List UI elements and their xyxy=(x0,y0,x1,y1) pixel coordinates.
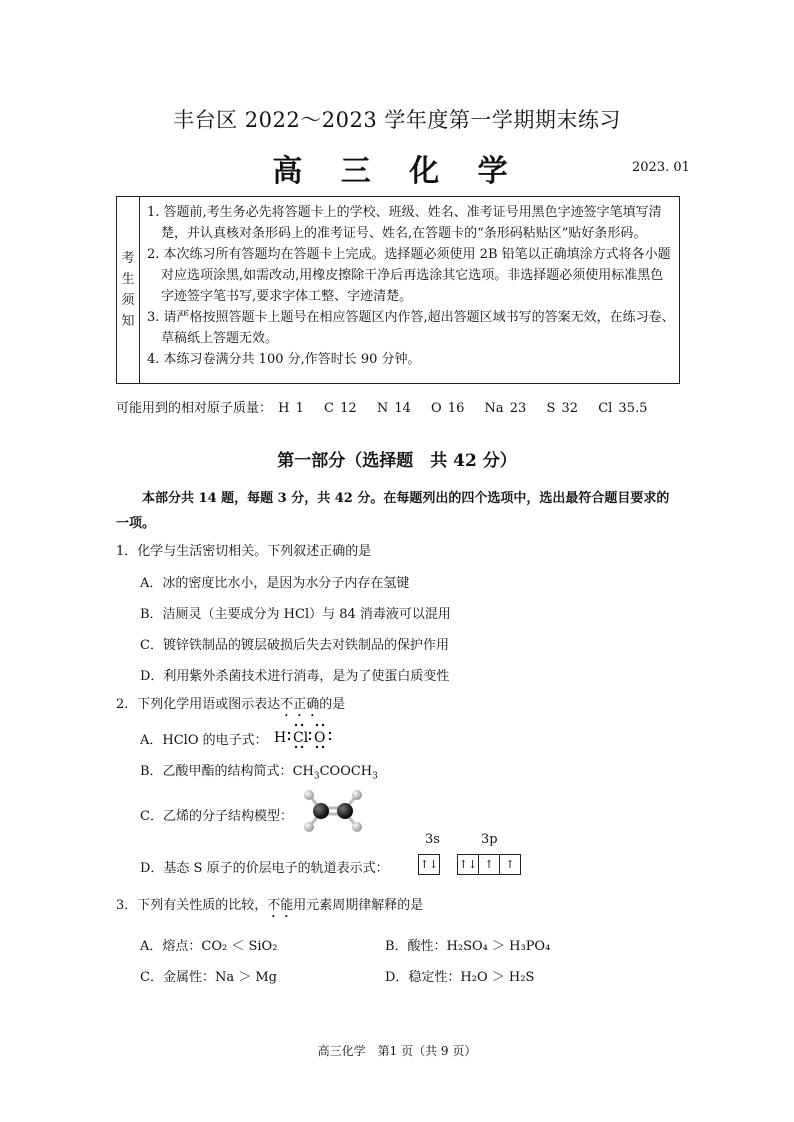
orbital-box-3p: ↑ xyxy=(500,854,521,875)
notice-item: 1. 答题前,考生务必先将答题卡上的学校、班级、姓名、准考证号用黑色字迹签字笔填写清楚，并认真核对条形码上的准考证号、姓名,在答题卡的“条形码粘贴区”贴好条形码。 xyxy=(147,205,662,241)
methyl-acetate-formula: $CH_3COOCH_3$ xyxy=(292,764,378,782)
lewis-dot xyxy=(301,746,303,748)
notice-item: 4. 本练习卷满分共 100 分,作答时长 90 分钟。 xyxy=(147,352,421,367)
atomic-mass: Cl 35.5 xyxy=(598,401,648,416)
lewis-dot xyxy=(322,746,324,748)
atomic-masses-label: 可能用到的相对原子质量： xyxy=(116,401,273,416)
atomic-masses xyxy=(116,397,661,416)
orbital-box-3p: ↑ xyxy=(479,854,500,875)
atomic-mass: H 1 xyxy=(278,401,304,416)
notice-label-char: 生 xyxy=(121,272,135,287)
lewis-dot xyxy=(309,732,311,734)
lewis-dot xyxy=(295,746,297,748)
orbital-3p-label: 3p xyxy=(481,832,498,847)
lewis-dot xyxy=(322,724,324,726)
q2-stem-pre: 2．下列化学用语或图示表达 xyxy=(116,697,281,712)
q3-option-b: B．酸性：H₂SO₄ ＞ H₃PO₄ xyxy=(385,939,551,954)
lewis-dot xyxy=(288,738,290,740)
notice-label-char: 考 xyxy=(121,251,135,266)
q1-option-b: B．洁厕灵（主要成分为 HCl）与 84 消毒液可以混用 xyxy=(140,607,451,622)
atomic-mass: S 32 xyxy=(546,401,579,416)
q1-stem: 1．化学与生活密切相关。下列叙述正确的是 xyxy=(116,544,372,559)
lewis-dot xyxy=(316,724,318,726)
hclo-lewis-structure xyxy=(272,720,336,750)
lewis-atom-h: H xyxy=(274,730,287,746)
atomic-mass: O 16 xyxy=(431,401,465,416)
ethylene-model-icon xyxy=(300,787,366,835)
lewis-atom-o: O xyxy=(314,730,326,746)
orbital-box-3p: ↑↓ xyxy=(457,854,479,875)
notice-items xyxy=(147,202,675,370)
notice-item: 2. 本次练习所有答题均在答题卡上完成。选择题必须使用 2B 铅笔以正确填涂方式将各小题对应选项涂黑,如需改动,用橡皮擦除干净后再选涂其它选项。非选择题必须使用标准黑色字迹签字笔书写,要求字体工整、字迹清楚。 xyxy=(147,247,671,304)
lewis-dot xyxy=(295,724,297,726)
notice-item: 3. 请严格按照答题卡上题号在相应答题区内作答,超出答题区域书写的答案无效，在练习卷、草稿纸上答题无效。 xyxy=(147,310,675,346)
lewis-dot xyxy=(309,738,311,740)
section-intro: 本部分共 14 题，每题 3 分，共 42 分。在每题列出的四个选项中，选出最符合题目要求的一项。 xyxy=(116,491,670,531)
ethylene-h-atom xyxy=(352,790,362,800)
q3-stem-emphasis: 不能 xyxy=(267,898,294,913)
page-footer: 高三化学 第1 页（共 9 页） xyxy=(317,1044,477,1058)
q2-stem-emphasis: 不正确 xyxy=(280,697,320,712)
q2-option-a xyxy=(140,729,268,748)
q3-stem-post: 用元素周期律解释的是 xyxy=(293,898,424,913)
section-title: 第一部分（选择题 共 42 分） xyxy=(277,451,517,471)
q2-option-a-text: A．HClO 的电子式： xyxy=(140,733,268,748)
lewis-atom-cl: Cl xyxy=(293,730,309,746)
atomic-mass: C 12 xyxy=(324,401,357,416)
orbital-box-3s: ↑↓ xyxy=(418,854,440,875)
q3-option-c: C．金属性：Na ＞ Mg xyxy=(140,970,277,985)
q1-option-a: A．冰的密度比水小，是因为水分子内存在氢键 xyxy=(140,576,410,591)
notice-label xyxy=(117,197,140,383)
subject-title: 高 三 化 学 xyxy=(272,154,522,189)
q3-stem-pre: 3．下列有关性质的比较， xyxy=(116,898,268,913)
lewis-dot xyxy=(329,738,331,740)
lewis-dot xyxy=(301,724,303,726)
exam-date: 2023. 01 xyxy=(632,160,690,175)
q3-option-a: A．熔点：CO₂ ＜ SiO₂ xyxy=(140,939,278,954)
q2-option-c: C．乙烯的分子结构模型： xyxy=(140,809,293,824)
orbital-diagram-3s xyxy=(418,854,440,875)
notice-label-char: 知 xyxy=(121,314,135,329)
ethylene-h-atom xyxy=(304,790,314,800)
q2-option-d: D．基态 S 原子的价层电子的轨道表示式： xyxy=(140,861,389,876)
q2-option-b-text: B．乙酸甲酯的结构简式： xyxy=(140,764,293,779)
ethylene-c-atom xyxy=(337,803,353,819)
atomic-mass: Na 23 xyxy=(484,401,527,416)
q2-stem xyxy=(116,693,345,720)
atomic-mass: N 14 xyxy=(376,401,411,416)
notice-label-char: 须 xyxy=(121,293,135,308)
lewis-dot xyxy=(329,732,331,734)
ethylene-h-atom xyxy=(352,822,362,832)
q1-option-c: C．镀锌铁制品的镀层破损后失去对铁制品的保护作用 xyxy=(140,638,449,653)
orbital-diagram-3p xyxy=(457,854,521,875)
q3-option-d: D．稳定性：H₂O ＞ H₂S xyxy=(385,970,535,985)
exam-title: 丰台区 2022～2023 学年度第一学期期末练习 xyxy=(173,108,621,132)
q3-stem xyxy=(116,894,423,921)
ethylene-c-atom xyxy=(313,803,329,819)
lewis-dot xyxy=(288,732,290,734)
ethylene-h-atom xyxy=(304,822,314,832)
candidate-notice-box xyxy=(116,196,680,384)
orbital-3s-label: 3s xyxy=(425,832,440,847)
lewis-dot xyxy=(316,746,318,748)
q1-option-d: D．利用紫外杀菌技术进行消毒，是为了使蛋白质变性 xyxy=(140,669,450,684)
q2-stem-post: 的是 xyxy=(319,697,346,712)
q2-option-b xyxy=(140,760,378,782)
